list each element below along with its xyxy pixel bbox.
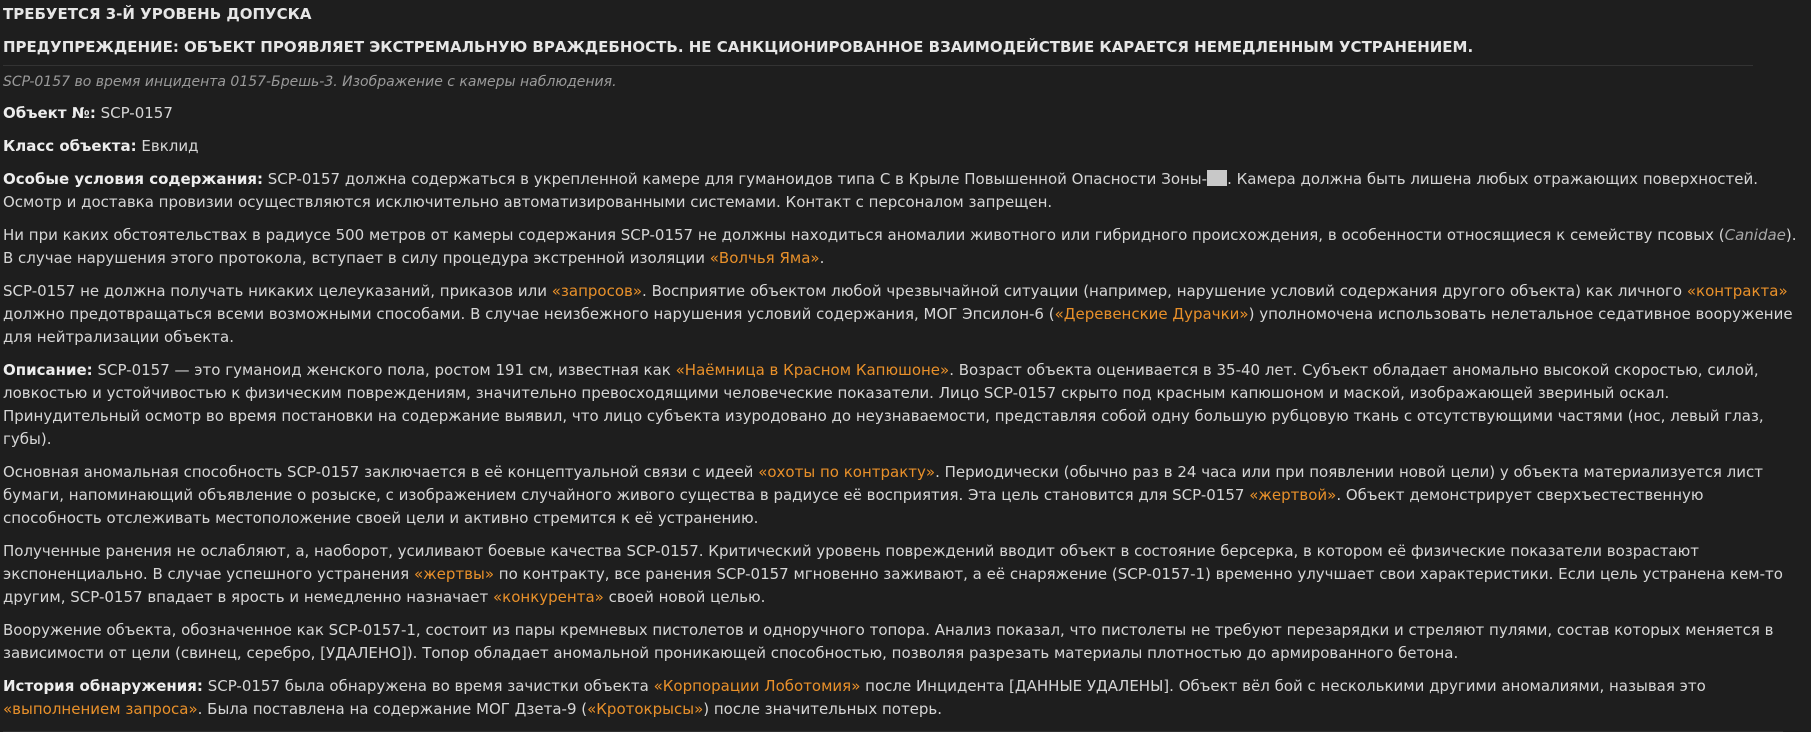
description-text: . Объект демонстрирует сверхъестественную способность отслеживать местоположение своей цели и активно стремится к её устранению. (3, 486, 1704, 527)
containment-label: Особые условия содержания: (3, 170, 263, 188)
object-number-value: SCP-0157 (100, 104, 173, 122)
link-lobotomy-corporation[interactable]: «Корпорации Лоботомия» (653, 677, 861, 695)
description-paragraph-2 (3, 461, 1803, 530)
link-competitor[interactable]: «конкурента» (492, 588, 604, 606)
link-village-idiots[interactable]: «Деревенские Дурачки» (1054, 305, 1249, 323)
link-mole-rats[interactable]: «Кротокрысы» (587, 700, 704, 718)
containment-text: . (819, 249, 825, 267)
link-red-hood-mercenary[interactable]: «Наёмница в Красном Капюшоне» (675, 361, 950, 379)
containment-paragraph-1 (3, 168, 1803, 214)
containment-text: . Восприятие объектом любой чрезвычайной ситуации (например, нарушение условий содержания другого объекта) как личного (642, 282, 1687, 300)
link-wolf-pit[interactable]: «Волчья Яма» (709, 249, 820, 267)
description-text: Полученные ранения не ослабляют, а, наоборот, усиливают боевые качества SCP-0157. Критический уровень повреждений вводит объект в состояние берсерка, в котором её физические показатели возрастают экспоненциально. В случае успешного устранения (3, 542, 1699, 583)
containment-text: ). В случае нарушения этого протокола, вступает в силу процедура экстренной изоляции (3, 226, 1797, 267)
object-number-label: Объект №: (3, 104, 96, 122)
containment-text: должно предотвращаться всеми возможными способами. В случае неизбежного нарушения условий содержания, МОГ Эпсилон-6 ( (3, 305, 1055, 323)
discovery-text: . Была поставлена на содержание МОГ Дзета-9 ( (197, 700, 588, 718)
description-label: Описание: (3, 361, 93, 379)
containment-text: ) уполномочена использовать нелетальное седативное вооружение для нейтрализации объекта. (3, 305, 1793, 346)
discovery-text: SCP-0157 была обнаружена во время зачистки объекта (207, 677, 654, 695)
description-text: Основная аномальная способность SCP-0157 заключается в её концептуальной связи с идеей (3, 463, 759, 481)
link-contract-hunt[interactable]: «охоты по контракту» (758, 463, 936, 481)
link-fulfilling-request[interactable]: «выполнением запроса» (3, 700, 198, 718)
object-number (3, 102, 1803, 125)
description-text: . Возраст объекта оценивается в 35-40 лет. Субъект обладает аномально высокой скоростью, силой, ловкостью и устойчивостью к физическим повреждениям, значительно превосходящими человеческие показатели. Лицо SCP-0157 скрыто под красным капюшоном и маской, изображающей звериный оскал. Принудительный осмотр во время постановки на содержание выявил, что лицо субъекта изуродовано до неузнаваемости, представляя собой одну большую рубцовую ткань с отсутствующими частями (нос, левый глаз, губы). (3, 361, 1764, 448)
discovery-paragraph (3, 675, 1803, 721)
object-class-label: Класс объекта: (3, 137, 137, 155)
object-class (3, 135, 1803, 158)
clearance-warning: ТРЕБУЕТСЯ 3-Й УРОВЕНЬ ДОПУСКА (3, 5, 312, 23)
description-text: . Периодически (обычно раз в 24 часа или при появлении новой цели) у объекта материализуется лист бумаги, напоминающий объявление о розыске, с изображением случайного живого существа в радиусе её восприятия. Эта цель становится для SCP-0157 (3, 463, 1763, 504)
link-requests[interactable]: «запросов» (551, 282, 643, 300)
hostility-warning: ПРЕДУПРЕЖДЕНИЕ: ОБЪЕКТ ПРОЯВЛЯЕТ ЭКСТРЕМАЛЬНУЮ ВРАЖДЕБНОСТЬ. НЕ САНКЦИОНИРОВАННОЕ ВЗАИМОДЕЙСТВИЕ КАРАЕТСЯ НЕМЕДЛЕННЫМ УСТРАНЕНИЕМ. (3, 38, 1474, 56)
link-victims[interactable]: «жертвы» (413, 565, 494, 583)
description-paragraph-3 (3, 540, 1803, 609)
redaction-block (1207, 170, 1227, 186)
containment-text: . Камера должна быть лишена любых отражающих поверхностей. Осмотр и доставка провизии осуществляются исключительно автоматизированными системами. Контакт с персоналом запрещен. (3, 170, 1758, 211)
discovery-text: ) после значительных потерь. (703, 700, 943, 718)
description-paragraph-1 (3, 359, 1803, 451)
object-class-value: Евклид (141, 137, 199, 155)
divider (3, 65, 1753, 66)
containment-text: SCP-0157 не должна получать никаких целеуказаний, приказов или (3, 282, 552, 300)
latin-name: Canidae (1724, 226, 1786, 244)
containment-paragraph-2 (3, 224, 1803, 270)
discovery-text: после Инцидента [ДАННЫЕ УДАЛЕНЫ]. Объект вёл бой с несколькими другими аномалиями, называя это (860, 677, 1706, 695)
description-paragraph-4: Вооружение объекта, обозначенное как SCP-0157-1, состоит из пары кремневых пистолетов и одноручного топора. Анализ показал, что пистолеты не требуют перезарядки и стреляют пулями, состав которых меняется в зависимости от цели (свинец, серебро, [УДАЛЕНО]). Топор обладает аномальной проникающей способностью, позволяя разрезать материалы плотностью до армированного бетона. (3, 621, 1774, 662)
scp-article (3, 2, 1803, 732)
link-contract[interactable]: «контракта» (1686, 282, 1788, 300)
description-text: SCP-0157 — это гуманоид женского пола, ростом 191 см, известная как (97, 361, 676, 379)
description-text: по контракту, все ранения SCP-0157 мгновенно заживают, а её снаряжение (SCP-0157-1) временно улучшает свои характеристики. Если цель устранена кем-то другим, SCP-0157 впадает в ярость и немедленно назначает (3, 565, 1783, 606)
containment-text: SCP-0157 должна содержаться в укрепленной камере для гуманоидов типа C в Крыле Повышенной Опасности Зоны- (267, 170, 1208, 188)
containment-paragraph-3 (3, 280, 1803, 349)
link-prey[interactable]: «жертвой» (1249, 486, 1337, 504)
containment-text: Ни при каких обстоятельствах в радиусе 500 метров от камеры содержания SCP-0157 не должны находиться аномалии животного или гибридного происхождения, в особенности относящиеся к семейству псовых ( (3, 226, 1725, 244)
discovery-label: История обнаружения: (3, 677, 203, 695)
description-text: своей новой целью. (603, 588, 766, 606)
image-caption: SCP-0157 во время инцидента 0157-Брешь-3. Изображение с камеры наблюдения. (3, 74, 617, 90)
